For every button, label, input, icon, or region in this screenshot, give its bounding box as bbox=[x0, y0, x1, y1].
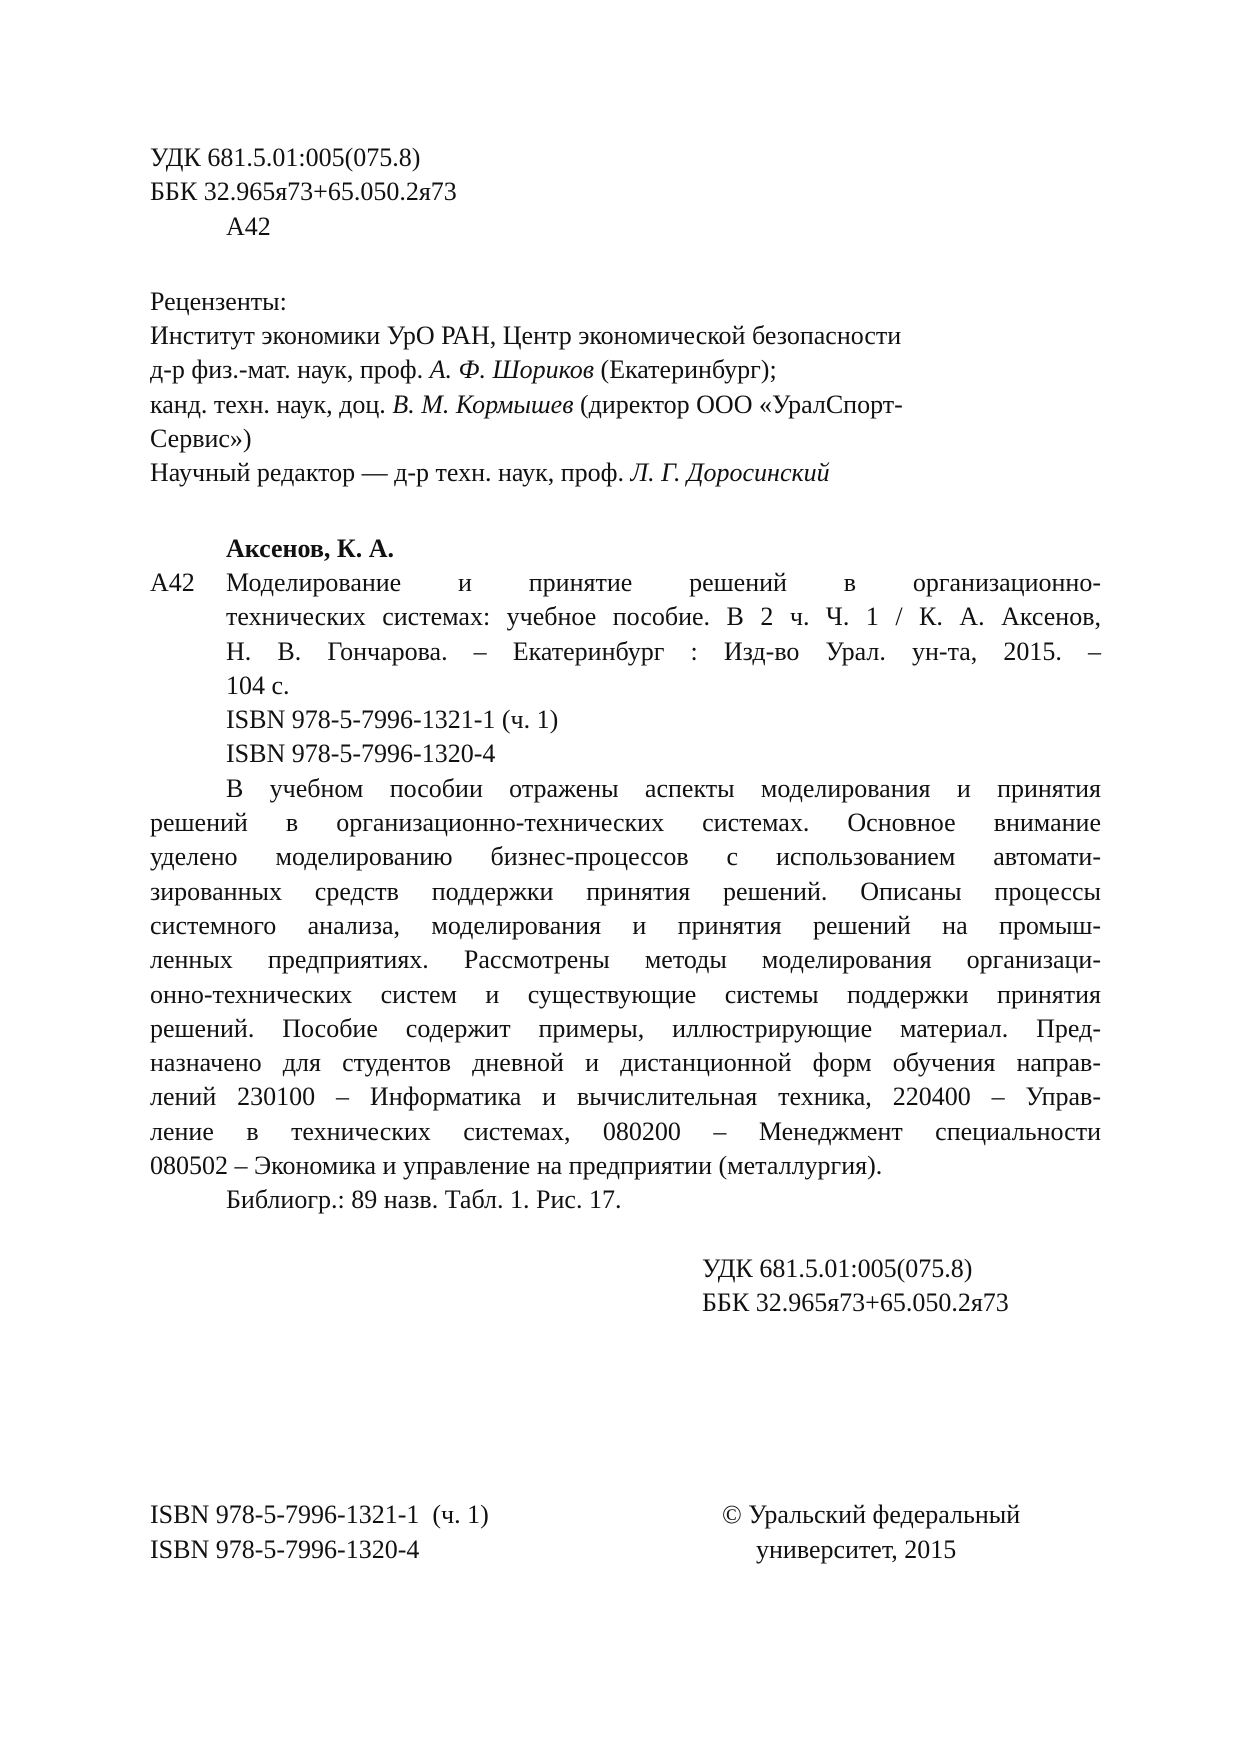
bbk-code: ББК 32.965я73+65.050.2я73 bbox=[150, 177, 457, 207]
abstract-line: лений 230100 – Информатика и вычислительная техника, 220400 – Управ- bbox=[150, 1082, 1101, 1112]
reviewer-1-degree: д-р физ.-мат. наук, проф. bbox=[150, 355, 430, 385]
editor-name: Л. Г. Доросинский bbox=[630, 458, 830, 488]
catalog-entry bbox=[150, 532, 1101, 1218]
reviewer-1-name: А. Ф. Шориков bbox=[429, 355, 595, 385]
bbk-code: ББК 32.965я73+65.050.2я73 bbox=[702, 1287, 1009, 1317]
abstract-line: назначено для студентов дневной и дистанционной форм обучения направ- bbox=[150, 1048, 1101, 1078]
reviewer-1 bbox=[150, 353, 1101, 387]
title-line: технических системах: учебное пособие. В 2 ч. Ч. 1 / К. А. Аксенов, bbox=[226, 602, 1101, 632]
title-line: Моделирование и принятие решений в организационно- bbox=[226, 567, 1101, 597]
reviewer-institution: Институт экономики УрО РАН, Центр экономической безопасности bbox=[150, 321, 902, 351]
page bbox=[150, 141, 1101, 1567]
abstract-line: зированных средств поддержки принятия решений. Описаны процессы bbox=[150, 876, 1101, 906]
reviewer-2-position: (директор ООО «УралСпорт- bbox=[573, 389, 903, 419]
abstract-line: ленных предприятиях. Рассмотрены методы моделирования организаци- bbox=[150, 945, 1101, 975]
bibliography-note: Библиогр.: 89 назв. Табл. 1. Рис. 17. bbox=[226, 1185, 622, 1215]
author-mark: А42 bbox=[226, 211, 271, 241]
abstract-line: решений. Пособие содержит примеры, иллюстрирующие материал. Пред- bbox=[150, 1013, 1101, 1043]
reviewer-2-cont: Сервис») bbox=[150, 424, 252, 454]
title-line: Н. В. Гончарова. – Екатеринбург : Изд-во Урал. ун-та, 2015. – bbox=[226, 636, 1101, 666]
udk-code: УДК 681.5.01:005(075.8) bbox=[702, 1253, 973, 1283]
abstract bbox=[150, 772, 1101, 1184]
copyright-line-1: © Уральский федеральный bbox=[722, 1500, 1021, 1530]
abstract-line: В учебном пособии отражены аспекты моделирования и принятия bbox=[226, 773, 1101, 803]
copyright bbox=[722, 1498, 1020, 1567]
isbn-set: ISBN 978-5-7996-1320-4 bbox=[150, 1534, 420, 1564]
entry-author: Аксенов, К. А. bbox=[226, 533, 395, 563]
isbn-part-1: ISBN 978-5-7996-1321-1 (ч. 1) bbox=[150, 1500, 489, 1530]
abstract-line: системного анализа, моделирования и принятия решений на промыш- bbox=[150, 910, 1101, 940]
entry-code: А42 bbox=[150, 567, 195, 597]
reviewer-1-place: (Екатеринбург); bbox=[594, 355, 777, 385]
abstract-line: ление в технических системах, 080200 – Менеджмент специальности bbox=[150, 1116, 1101, 1146]
scientific-editor bbox=[150, 456, 1101, 490]
reviewers-title: Рецензенты: bbox=[150, 286, 287, 316]
reviewer-2-degree: канд. техн. наук, доц. bbox=[150, 389, 393, 419]
editor-degree: Научный редактор — д-р техн. наук, проф. bbox=[150, 458, 631, 488]
reviewer-2 bbox=[150, 388, 1101, 422]
footer bbox=[150, 1498, 1101, 1567]
reviewer-2-name: В. М. Кормышев bbox=[392, 389, 574, 419]
entry-isbn-1: ISBN 978-5-7996-1321-1 (ч. 1) bbox=[226, 705, 559, 735]
copyright-line-2: университет, 2015 bbox=[756, 1534, 957, 1564]
abstract-line: уделено моделированию бизнес-процессов с использованием автомати- bbox=[150, 842, 1101, 872]
footer-isbn bbox=[150, 1498, 722, 1567]
title-line: 104 с. bbox=[226, 670, 290, 700]
abstract-line: решений в организационно-технических системах. Основное внимание bbox=[150, 808, 1101, 838]
abstract-line: 080502 – Экономика и управление на предприятии (металлургия). bbox=[150, 1151, 883, 1181]
right-classification bbox=[150, 1252, 1101, 1321]
udk-code: УДК 681.5.01:005(075.8) bbox=[150, 143, 421, 172]
header-classification bbox=[150, 141, 1101, 244]
entry-isbn-2: ISBN 978-5-7996-1320-4 bbox=[226, 739, 496, 769]
abstract-line: онно-технических систем и существующие системы поддержки принятия bbox=[150, 979, 1101, 1009]
reviewers-section bbox=[150, 285, 1101, 491]
